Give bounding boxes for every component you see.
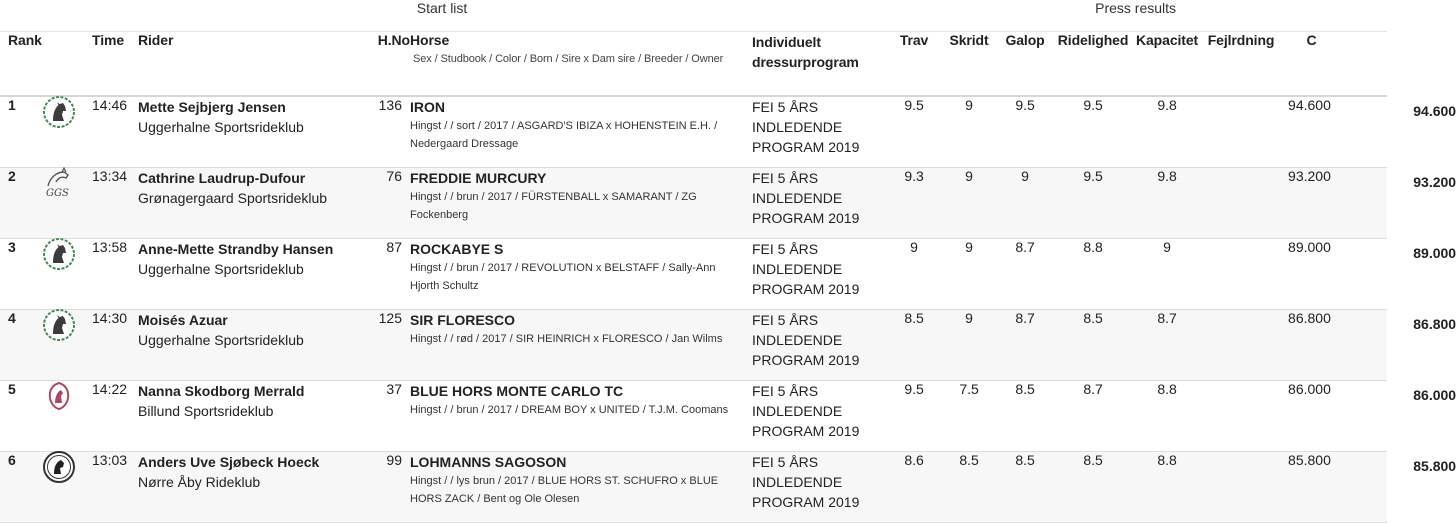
club-logo-cell (40, 452, 92, 523)
time-cell: 13:34 (92, 168, 138, 239)
rider-cell (138, 96, 364, 168)
galop-score: 8.5 (994, 381, 1056, 452)
time-cell: 13:58 (92, 239, 138, 310)
club-logo-cell (40, 310, 92, 381)
fejlrdning-score (1204, 96, 1278, 168)
hno-cell: 76 (364, 168, 410, 239)
fejlrdning-header[interactable]: Fejlrdning (1204, 32, 1278, 97)
skridt-score: 9 (944, 96, 994, 168)
table-row[interactable] (0, 310, 1387, 381)
rank-cell: 6 (0, 452, 40, 523)
kapacitet-score: 8.7 (1130, 310, 1204, 381)
rider-cell (138, 168, 364, 239)
ridelighed-score: 9.5 (1056, 96, 1130, 168)
skridt-score: 8.5 (944, 452, 994, 523)
time-header[interactable]: Time (92, 32, 138, 97)
rider-club: Uggerhalne Sportsrideklub (138, 119, 304, 135)
ridelighed-score: 8.7 (1056, 381, 1130, 452)
skridt-score: 7.5 (944, 381, 994, 452)
club-logo-cell (40, 381, 92, 452)
hno-cell: 87 (364, 239, 410, 310)
program-header[interactable] (752, 32, 884, 97)
rider-club: Nørre Åby Rideklub (138, 474, 261, 490)
rider-header[interactable]: Rider (138, 32, 364, 97)
club-logo-cell (40, 96, 92, 168)
hno-header[interactable]: H.No (364, 32, 410, 97)
program-line: INDLEDENDE (752, 261, 843, 277)
horse-header-label: Horse (410, 32, 450, 48)
c-percentage: 86.800 86.800 (1278, 310, 1387, 381)
program-line: PROGRAM 2019 (752, 281, 860, 297)
ridelighed-score: 8.5 (1056, 310, 1130, 381)
table-row[interactable] (0, 452, 1387, 523)
fejlrdning-score (1204, 239, 1278, 310)
horse-name[interactable]: ROCKABYE S (410, 241, 504, 257)
table-row[interactable] (0, 239, 1387, 310)
table-row[interactable] (0, 168, 1387, 239)
trav-score: 9.3 (884, 168, 944, 239)
skridt-score: 9 (944, 168, 994, 239)
galop-score: 8.5 (994, 452, 1056, 523)
billund-club-logo (42, 379, 92, 416)
rank-cell: 4 (0, 310, 40, 381)
rank-header[interactable]: Rank (0, 32, 40, 97)
rider-name[interactable]: Cathrine Laudrup-Dufour (138, 170, 306, 186)
program-cell (752, 168, 884, 239)
final-score-value: 93.200 (1413, 174, 1456, 190)
skridt-score: 9 (944, 310, 994, 381)
trav-score: 9 (884, 239, 944, 310)
trav-score: 8.6 (884, 452, 944, 523)
uggerhalne-club-logo (42, 308, 92, 345)
time-cell: 14:30 (92, 310, 138, 381)
horse-name[interactable]: SIR FLORESCO (410, 312, 516, 328)
program-header-line1: Individuelt (752, 34, 821, 50)
horse-cell (410, 168, 752, 239)
program-line: INDLEDENDE (752, 403, 843, 419)
program-cell (752, 452, 884, 523)
hno-cell: 37 (364, 381, 410, 452)
trav-header[interactable]: Trav (884, 32, 944, 97)
rank-cell: 2 (0, 168, 40, 239)
ggs-club-logo (42, 166, 92, 203)
c-header[interactable]: C (1278, 32, 1345, 97)
program-header-line2: dressurprogram (752, 54, 859, 70)
rider-name[interactable]: Mette Sejbjerg Jensen (138, 99, 286, 115)
c-percentage: 86.000 86.000 (1278, 381, 1387, 452)
galop-score: 8.7 (994, 239, 1056, 310)
column-header-row (0, 32, 1387, 97)
final-score-value: 86.800 (1413, 316, 1456, 332)
horse-details: Hingst / / brun / 2017 / FÜRSTENBALL x SAMARANT / ZG Fockenberg (410, 191, 697, 221)
horse-name[interactable]: LOHMANNS SAGOSON (410, 454, 567, 470)
rider-name[interactable]: Nanna Skodborg Merrald (138, 383, 305, 399)
horse-name[interactable]: FREDDIE MURCURY (410, 170, 547, 186)
fejlrdning-score (1204, 310, 1278, 381)
fejlrdning-score (1204, 168, 1278, 239)
program-cell (752, 239, 884, 310)
kapacitet-score: 9.8 (1130, 168, 1204, 239)
club-logo-cell (40, 168, 92, 239)
program-line: PROGRAM 2019 (752, 139, 860, 155)
galop-header[interactable]: Galop (994, 32, 1056, 97)
galop-score: 9 (994, 168, 1056, 239)
horse-details: Hingst / / brun / 2017 / REVOLUTION x BELSTAFF / Sally-Ann Hjorth Schultz (410, 262, 716, 292)
horse-cell (410, 381, 752, 452)
fejlrdning-score (1204, 381, 1278, 452)
program-line: INDLEDENDE (752, 119, 843, 135)
skridt-header[interactable]: Skridt (944, 32, 994, 97)
c-percentage: 93.200 93.200 (1278, 168, 1387, 239)
logo-header (40, 32, 92, 97)
hno-cell: 125 (364, 310, 410, 381)
kapacitet-header[interactable]: Kapacitet (1130, 32, 1204, 97)
program-cell (752, 381, 884, 452)
trav-score: 9.5 (884, 381, 944, 452)
table-row[interactable] (0, 96, 1387, 168)
program-line: PROGRAM 2019 (752, 210, 860, 226)
horse-name[interactable]: IRON (410, 99, 445, 115)
program-cell (752, 310, 884, 381)
results-body (0, 96, 1456, 523)
rider-name[interactable]: Moisés Azuar (138, 312, 228, 328)
kapacitet-score: 9.8 (1130, 96, 1204, 168)
rider-name[interactable]: Anne-Mette Strandby Hansen (138, 241, 334, 257)
horse-cell (410, 96, 752, 168)
program-cell (752, 96, 884, 168)
press-results-header: Press results (884, 0, 1387, 32)
program-line: FEI 5 ÅRS (752, 241, 819, 257)
hno-cell: 136 (364, 96, 410, 168)
ridelighed-score: 8.8 (1056, 239, 1130, 310)
rider-club: Uggerhalne Sportsrideklub (138, 261, 304, 277)
program-line: PROGRAM 2019 (752, 352, 860, 368)
svg-text:GGS: GGS (46, 188, 69, 199)
final-score-value: 89.000 (1413, 245, 1456, 261)
program-line: FEI 5 ÅRS (752, 312, 819, 328)
horse-header[interactable] (410, 32, 752, 97)
ridelighed-score: 8.5 (1056, 452, 1130, 523)
hno-cell: 99 (364, 452, 410, 523)
kapacitet-score: 9 (1130, 239, 1204, 310)
program-line: FEI 5 ÅRS (752, 170, 819, 186)
norre-aby-club-logo (42, 450, 92, 487)
horse-header-subtitle: Sex / Studbook / Color / Born / Sire x Dam sire / Breeder / Owner (413, 53, 724, 65)
rank-cell: 5 (0, 381, 40, 452)
final-score-value: 85.800 (1413, 458, 1456, 474)
start-list-header: Start list (0, 0, 884, 32)
final-score-value: 94.600 (1413, 103, 1456, 119)
uggerhalne-club-logo (42, 237, 92, 274)
program-line: FEI 5 ÅRS (752, 99, 819, 115)
final-score-value: 86.000 (1413, 387, 1456, 403)
program-line: PROGRAM 2019 (752, 494, 860, 510)
group-header-row (0, 0, 1387, 32)
rider-club: Uggerhalne Sportsrideklub (138, 332, 304, 348)
trav-score: 8.5 (884, 310, 944, 381)
horse-details: Hingst / / rød / 2017 / SIR HEINRICH x FLORESCO / Jan Wilms (410, 333, 723, 345)
horse-details: Hingst / / brun / 2017 / DREAM BOY x UNITED / T.J.M. Coomans (410, 404, 729, 416)
program-line: INDLEDENDE (752, 190, 843, 206)
horse-cell (410, 310, 752, 381)
club-logo-cell (40, 239, 92, 310)
horse-details: Hingst / / sort / 2017 / ASGARD'S IBIZA x HOHENSTEIN E.H. / Nedergaard Dressage (410, 120, 718, 150)
rider-name[interactable]: Anders Uve Sjøbeck Hoeck (138, 454, 320, 470)
c-percentage: 89.000 89.000 (1278, 239, 1387, 310)
horse-cell (410, 452, 752, 523)
table-row[interactable] (0, 381, 1387, 452)
horse-cell (410, 239, 752, 310)
rider-club: Grønagergaard Sportsrideklub (138, 190, 328, 206)
rank-cell: 3 (0, 239, 40, 310)
program-line: FEI 5 ÅRS (752, 383, 819, 399)
rider-cell (138, 310, 364, 381)
galop-score: 8.7 (994, 310, 1056, 381)
c-percentage: 94.600 94.600 (1278, 96, 1387, 168)
rider-cell (138, 381, 364, 452)
program-line: INDLEDENDE (752, 474, 843, 490)
rider-club: Billund Sportsrideklub (138, 403, 274, 419)
ridelighed-score: 9.5 (1056, 168, 1130, 239)
uggerhalne-club-logo (42, 95, 92, 132)
program-line: FEI 5 ÅRS (752, 454, 819, 470)
time-cell: 14:22 (92, 381, 138, 452)
horse-name[interactable]: BLUE HORS MONTE CARLO TC (410, 383, 624, 399)
time-cell: 13:03 (92, 452, 138, 523)
program-line: PROGRAM 2019 (752, 423, 860, 439)
skridt-score: 9 (944, 239, 994, 310)
program-line: INDLEDENDE (752, 332, 843, 348)
galop-score: 9.5 (994, 96, 1056, 168)
rider-cell (138, 452, 364, 523)
c-percentage: 85.800 85.800 (1278, 452, 1387, 523)
rank-cell: 1 (0, 96, 40, 168)
fejlrdning-score (1204, 452, 1278, 523)
horse-details: Hingst / / lys brun / 2017 / BLUE HORS ST. SCHUFRO x BLUE HORS ZACK / Bent og Ole Olesen (410, 475, 719, 505)
trav-score: 9.5 (884, 96, 944, 168)
ridelighed-header[interactable]: Ridelighed (1056, 32, 1130, 97)
time-cell: 14:46 (92, 96, 138, 168)
kapacitet-score: 8.8 (1130, 452, 1204, 523)
rider-cell (138, 239, 364, 310)
kapacitet-score: 8.8 (1130, 381, 1204, 452)
